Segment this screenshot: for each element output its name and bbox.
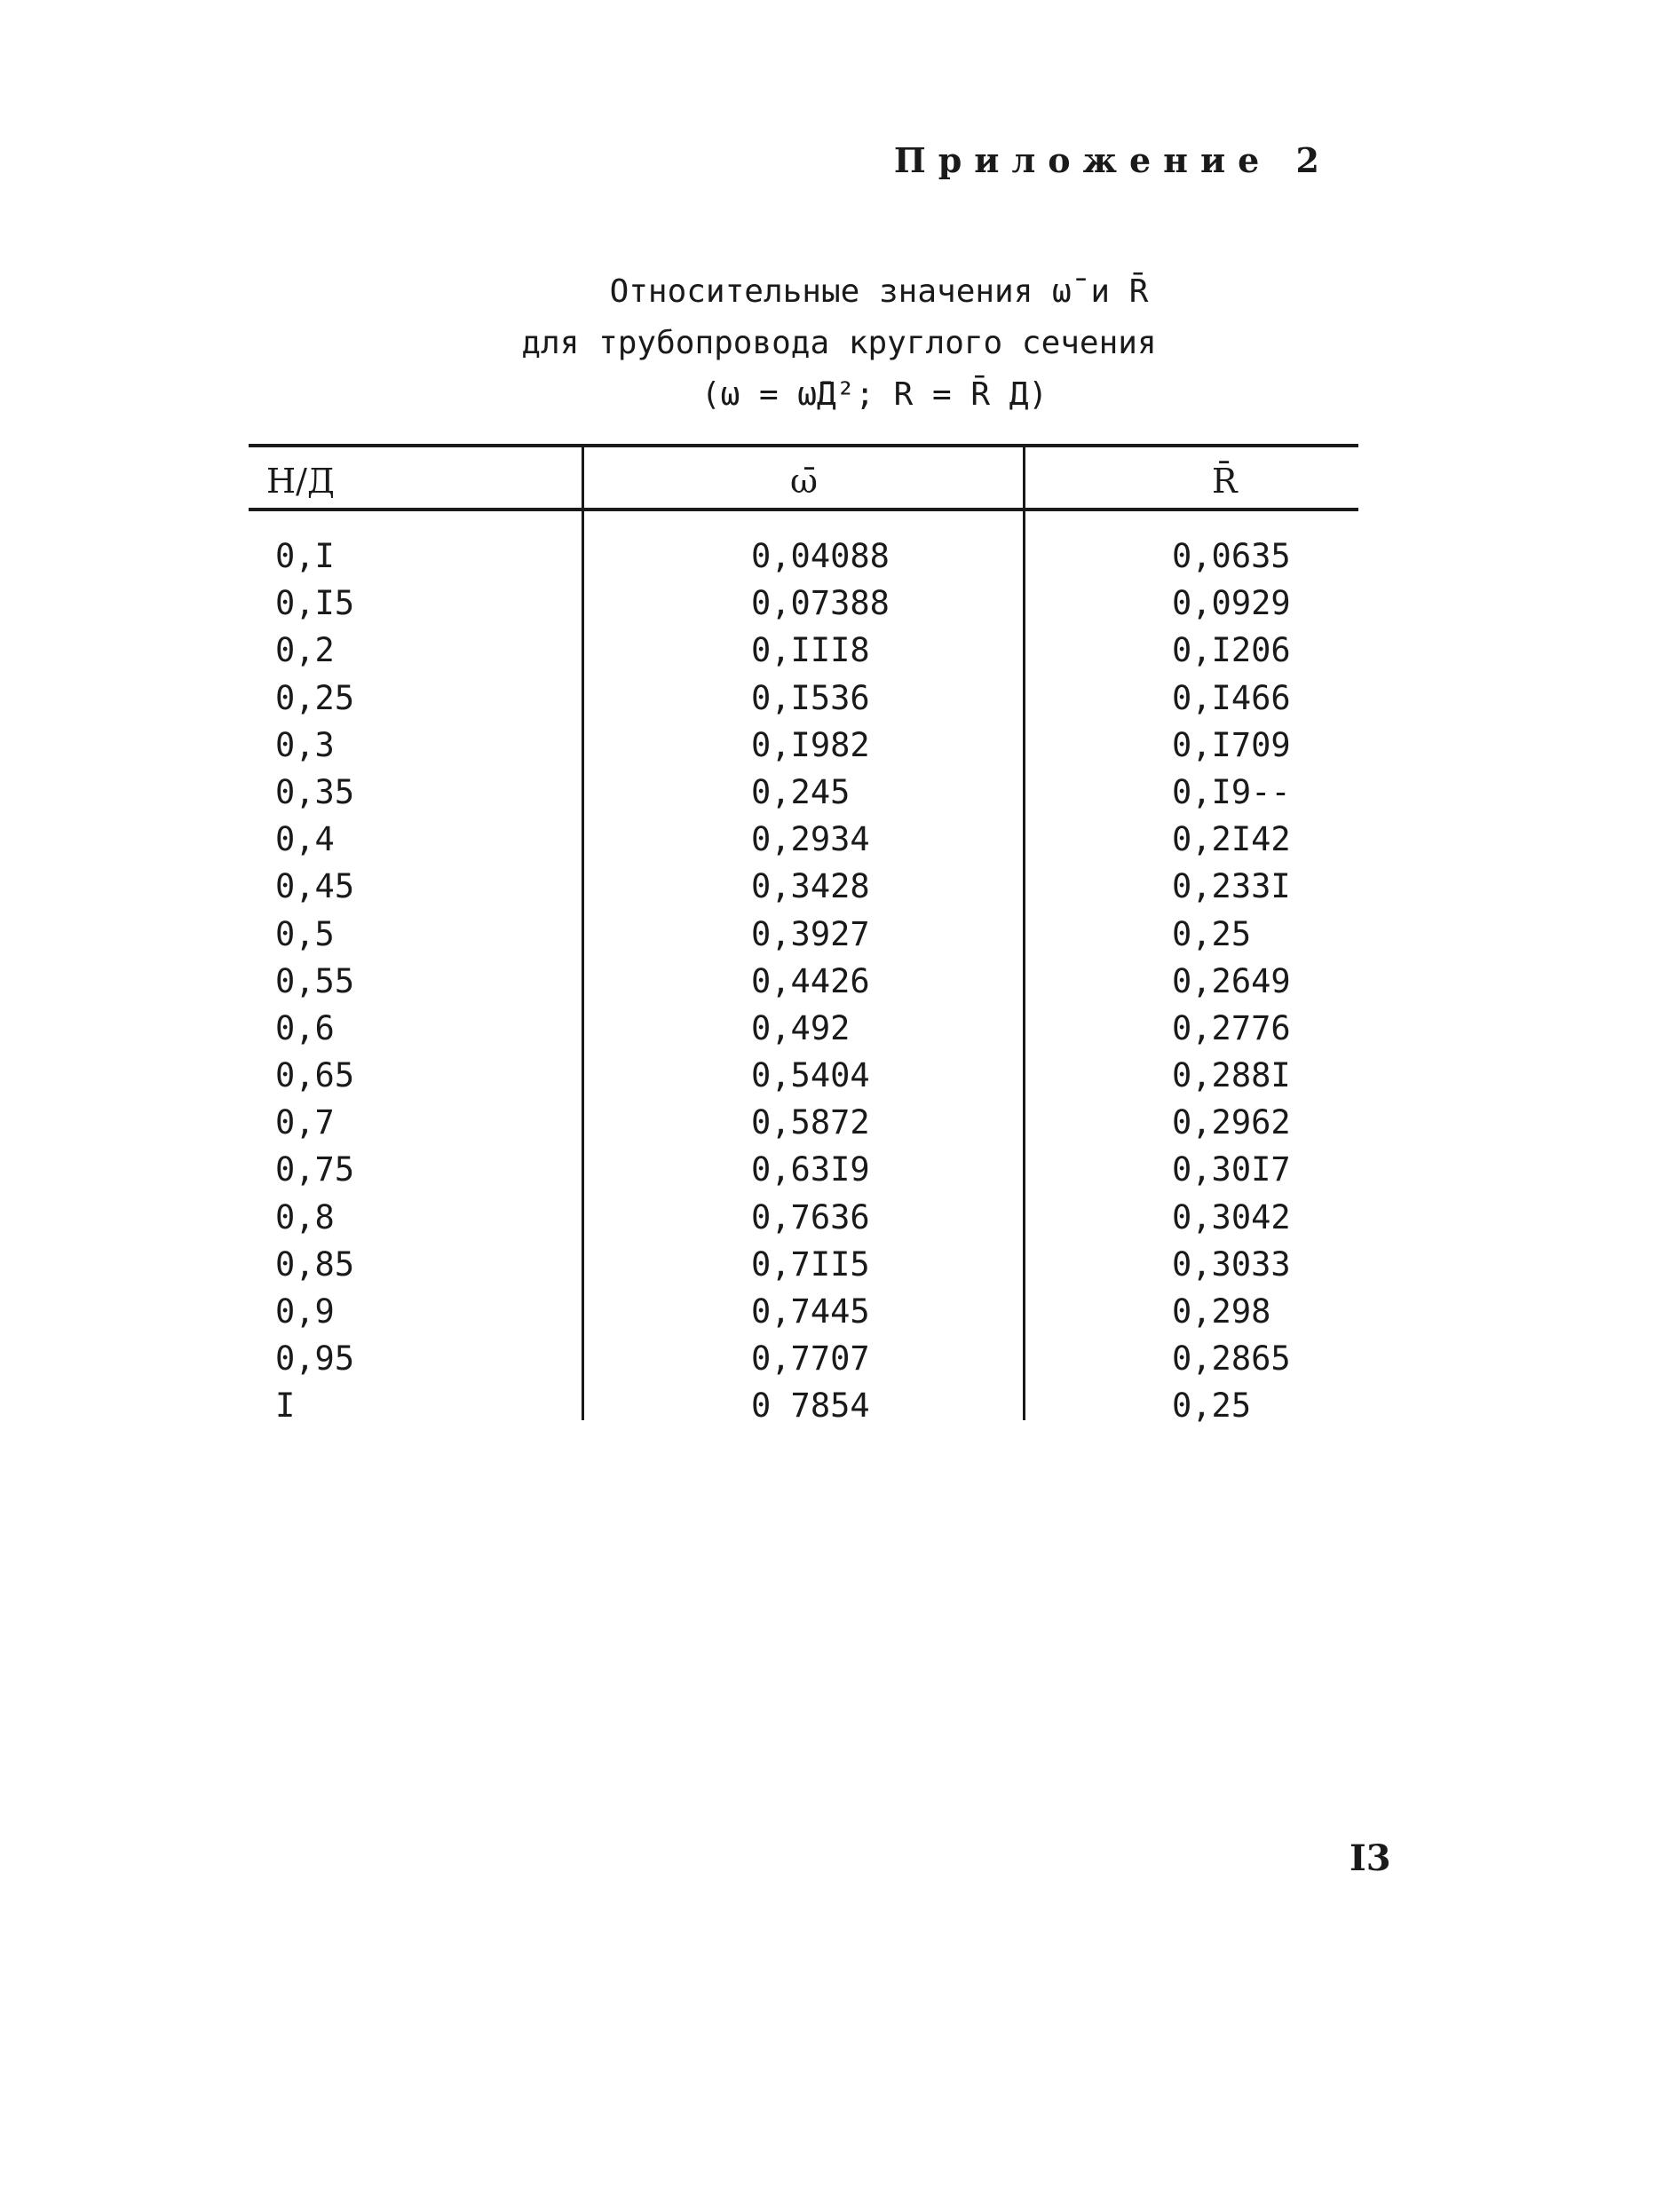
cell-r: 0,2I42 [1172, 820, 1291, 859]
cell-ratio: 0,3 [275, 725, 335, 764]
cell-r: 0,2962 [1172, 1103, 1291, 1142]
title-line-3: (ω = ω̄Д²; R = R̄ Д) [700, 376, 1049, 413]
cell-r: 0,288I [1172, 1056, 1291, 1095]
cell-r: 0,I9-- [1172, 772, 1291, 811]
cell-omega: 0,7636 [751, 1197, 870, 1236]
cell-r: 0,298 [1172, 1292, 1271, 1331]
cell-ratio: 0,I5 [275, 584, 355, 623]
cell-omega: 0,III8 [751, 631, 870, 670]
cell-r: 0,3042 [1172, 1197, 1291, 1236]
cell-omega: 0,7II5 [751, 1244, 870, 1284]
cell-omega: 0,7445 [751, 1292, 870, 1331]
page-number: I3 [1350, 1837, 1391, 1879]
cell-omega: 0,7707 [751, 1339, 870, 1379]
cell-omega: 0,3927 [751, 914, 870, 953]
cell-r: 0,25 [1172, 914, 1252, 953]
table-row [249, 675, 1358, 722]
cell-r: 0,25 [1172, 1386, 1252, 1426]
table-row [249, 863, 1358, 910]
cell-ratio: 0,4 [275, 820, 335, 859]
cell-omega: 0,492 [751, 1008, 851, 1047]
cell-omega: 0,07388 [751, 584, 890, 623]
table-row [249, 722, 1358, 769]
table-row [249, 816, 1358, 863]
cell-omega: 0,I536 [751, 678, 870, 717]
table-row [249, 1241, 1358, 1288]
table-row [249, 1052, 1358, 1099]
table-top-rule [249, 444, 1358, 447]
table-row [249, 627, 1358, 674]
table-row [249, 1146, 1358, 1193]
table-header-rule [249, 508, 1358, 511]
cell-omega: 0,04088 [751, 537, 890, 575]
cell-ratio: I [275, 1386, 296, 1426]
table-body [249, 533, 1358, 1430]
cell-r: 0,I466 [1172, 678, 1291, 717]
cell-omega: 0,63I9 [751, 1150, 870, 1189]
cell-ratio: 0,2 [275, 631, 335, 670]
cell-ratio: 0,5 [275, 914, 335, 953]
cell-ratio: 0,75 [275, 1150, 355, 1189]
table-row [249, 1335, 1358, 1382]
cell-r: 0,0929 [1172, 584, 1291, 623]
column-header-r: R̄ [1212, 462, 1238, 501]
cell-r: 0,0635 [1172, 537, 1291, 575]
cell-r: 0,3033 [1172, 1244, 1291, 1284]
table-row [249, 958, 1358, 1005]
cell-ratio: 0,25 [275, 678, 355, 717]
cell-omega: 0,5872 [751, 1103, 870, 1142]
table-row [249, 1382, 1358, 1429]
cell-ratio: 0,65 [275, 1056, 355, 1095]
cell-ratio: 0,8 [275, 1197, 335, 1236]
cell-ratio: 0,95 [275, 1339, 355, 1379]
cell-omega: 0,5404 [751, 1056, 870, 1095]
cell-ratio: 0,7 [275, 1103, 335, 1142]
cell-omega: 0,3428 [751, 867, 870, 906]
table-row [249, 1288, 1358, 1335]
cell-omega: 0,I982 [751, 725, 870, 764]
cell-r: 0,I709 [1172, 725, 1291, 764]
cell-ratio: 0,35 [275, 772, 355, 811]
title-line-1: Относительные значения ω̄ и R̄ [609, 273, 1149, 310]
table-row [249, 769, 1358, 816]
appendix-label: Приложение 2 [893, 140, 1332, 180]
cell-r: 0,2865 [1172, 1339, 1291, 1379]
table-row [249, 1099, 1358, 1146]
table-row [249, 533, 1358, 580]
column-header-ratio: Н/Д [266, 462, 335, 501]
table-row [249, 911, 1358, 958]
cell-ratio: 0,I [275, 537, 335, 575]
cell-r: 0,2649 [1172, 961, 1291, 1000]
table-row [249, 1194, 1358, 1241]
title-line-2: для трубопровода круглого сечения [521, 325, 1157, 361]
cell-ratio: 0,85 [275, 1244, 355, 1284]
cell-r: 0,233I [1172, 867, 1291, 906]
cell-ratio: 0,55 [275, 961, 355, 1000]
column-header-omega: ω̄ [790, 462, 818, 501]
cell-omega: 0 7854 [751, 1386, 870, 1426]
cell-r: 0,2776 [1172, 1008, 1291, 1047]
table-row [249, 580, 1358, 627]
cell-r: 0,I206 [1172, 631, 1291, 670]
cell-omega: 0,245 [751, 772, 851, 811]
cell-ratio: 0,45 [275, 867, 355, 906]
cell-ratio: 0,9 [275, 1292, 335, 1331]
table-row [249, 1005, 1358, 1052]
table-title [0, 266, 1678, 421]
cell-r: 0,30I7 [1172, 1150, 1291, 1189]
cell-omega: 0,2934 [751, 820, 870, 859]
cell-omega: 0,4426 [751, 961, 870, 1000]
cell-ratio: 0,6 [275, 1008, 335, 1047]
